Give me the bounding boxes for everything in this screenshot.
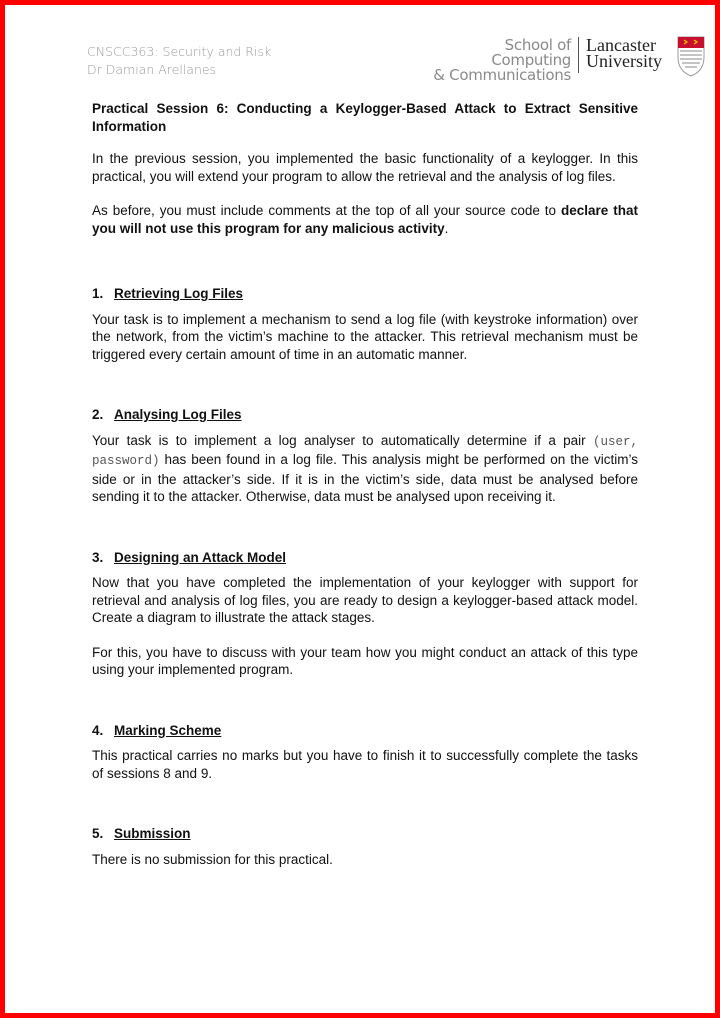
section-body-4: This practical carries no marks but you have to finish it to successfully complete the tasks of sessions 8 and 9. — [92, 748, 638, 781]
section-title: Analysing Log Files — [114, 407, 242, 422]
school-name-line2: & Communications — [433, 66, 571, 84]
section-text: Your task is to implement a log analyser to automatically determine if a pair — [92, 432, 593, 448]
section-title: Submission — [114, 826, 191, 841]
document-title: Practical Session 6: Conducting a Keylogger-Based Attack to Extract Sensitive Information — [92, 101, 638, 134]
intro-paragraph: In the previous session, you implemented the basic functionality of a keylogger. In this practical, you will extend your program to allow the retrieval and the analysis of log files. — [92, 151, 638, 184]
section-body-5: There is no submission for this practical. — [92, 851, 333, 867]
section-body-2 — [92, 432, 638, 506]
section-number: 5. — [92, 826, 104, 841]
section-body-3: Now that you have completed the implementation of your keylogger with support for retrieval and analysis of log files, you are ready to design a keylogger-based attack model. Create a diagram to illustrate the attack stages. — [92, 575, 638, 625]
document-body — [92, 100, 638, 868]
declaration-text: As before, you must include comments at the top of all your source code to — [92, 203, 562, 218]
section-title: Designing an Attack Model — [114, 549, 287, 565]
university-logo — [423, 35, 708, 83]
page-header-info — [87, 43, 271, 79]
school-name-line1: School of Computing — [491, 36, 571, 69]
section-number: 1. — [92, 286, 104, 301]
university-name — [586, 37, 662, 69]
section-title: Marking Scheme — [114, 722, 222, 738]
section-heading-4 — [92, 722, 638, 740]
section-number: 4. — [92, 722, 104, 738]
section-number: 3. — [92, 549, 104, 565]
declaration-paragraph — [92, 202, 638, 237]
section-heading-2 — [92, 406, 638, 424]
declaration-end: . — [444, 220, 449, 236]
logo-divider — [578, 37, 579, 73]
university-crest-icon — [676, 35, 706, 77]
section-heading-5 — [92, 825, 638, 843]
course-code: CNSCC363: Security and Risk — [87, 44, 272, 59]
lecturer-name: Dr Damian Arellanes — [87, 62, 217, 77]
section-heading-1 — [92, 285, 638, 303]
code-snippet: (user, password) — [92, 434, 638, 468]
school-name — [423, 38, 571, 83]
university-name-line1: Lancaster — [586, 35, 656, 55]
section-number: 2. — [92, 407, 104, 422]
section-title: Retrieving Log Files — [114, 286, 244, 301]
section-heading-3 — [92, 549, 638, 567]
section-body-3-extra: For this, you have to discuss with your team how you might conduct an attack of this type using your implemented program. — [92, 644, 638, 677]
university-name-line2: University — [586, 51, 662, 71]
section-body-1: Your task is to implement a mechanism to send a log file (with keystroke information) over the network, from the victim’s machine to the attacker. This retrieval mechanism must be triggered every certain amount of time in an automatic manner. — [92, 311, 638, 362]
declaration-emphasis: declare that you will not use this program for any malicious activity — [92, 203, 639, 236]
section-text: has been found in a log file. This analysis might be performed on the victim’s side or in the attacker’s side. If it is in the victim’s side, data must be analysed before sending it to the attacker. Otherwise, data must be analysed upon receiving it. — [92, 452, 638, 504]
